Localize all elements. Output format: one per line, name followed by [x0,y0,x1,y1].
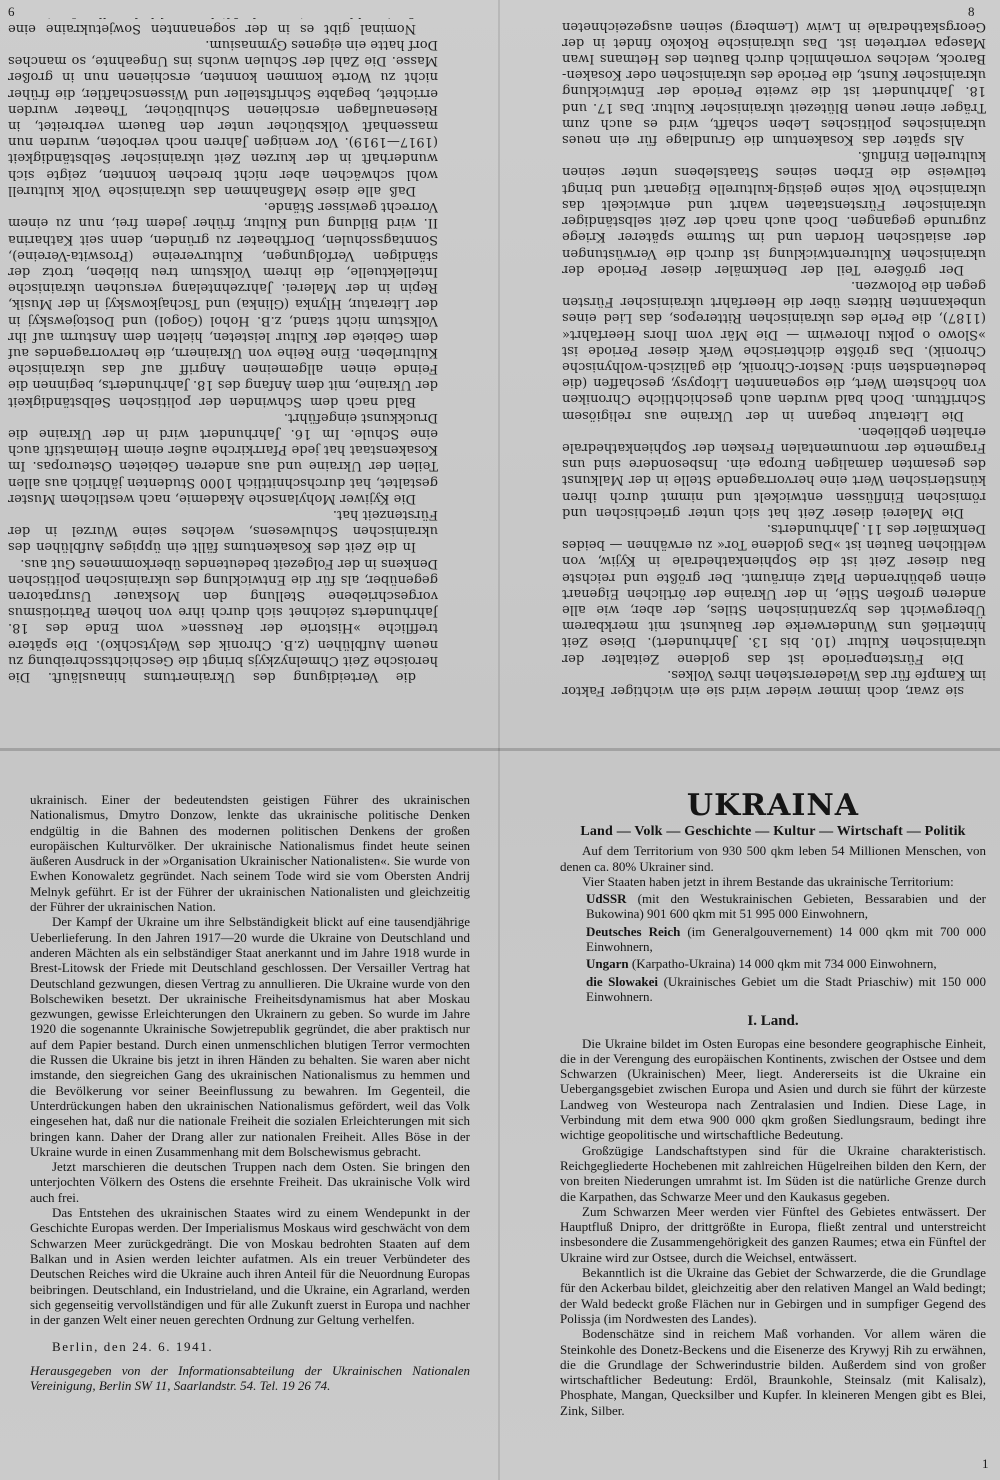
dateline: Berlin, den 24. 6. 1941. [52,1339,214,1355]
territory-entry [560,956,986,971]
territory-state: Deutsches Reich [586,923,681,939]
upside-down-column-right [562,18,986,698]
page-number-8: 8 [968,4,975,19]
body-paragraph: Großzügige Landschaftstypen sind für die Ukraine charakteristisch. Reichgegliederte Hochebenen mit zahlreichen Hügelreihen bilden den Kern, der von breiten Niederungen umrahmt ist. Im Süden ist die natürliche Grenze durch die Karpathen, das Schwarze Meer und den Kaukasus gegeben. [560,1142,986,1204]
masthead-subtitle: Land — Volk — Geschichte — Kultur — Wirtschaft — Politik [580,824,966,839]
territory-text: (im Generalgouvernement) 14 000 qkm mit 700 000 Einwohnern, [586,923,986,955]
territory-state: UdSSR [586,891,627,907]
body-paragraph: Die Ukraine bildet im Osten Europas eine besondere geographische Einheit, die in der Verengung des europäischen Kontinents, zwischen der Ostsee und dem Schwarzen (Ukrainischen) Meer, liegt. Andererseits ist die Ukraine ein Uebergangsgebiet zwischen Europa und Asien und durch sie führt der kürzeste Landweg von Westeuropa nach Zentralasien und Indien. Diese Lage, in Verbindung mit dem etwa 900 000 qkm großen Siedlungsraum, bedingt ihre wichtige geopolitische und wirtschaftliche Bedeutung. [560,1035,986,1143]
upside-down-paragraph: In die Zeit des Kosakentums fällt ein üppiges Aufblühen des ukrainischen Schulwesens, welches seine Wurzel in der Fürstenzeit hat. [8,506,438,555]
territory-text: (mit den Westukrainischen Gebieten, Bessarabien und der Bukowina) 901 600 qkm mit 51 995 000 Einwohnern, [586,891,986,922]
territory-text: (Karpatho-Ukraina) 14 000 qkm mit 734 000 Einwohnern, [631,956,937,972]
body-paragraph: Der Kampf der Ukraine um ihre Selbständigkeit blickt auf eine tausendjährige Ueberlieferung. In den Jahren 1917—20 wurde die Ukraine von Deutschland und anderen Mächten als ein selbständiger Staat anerkannt und im Jahre 1918 wurde in Brest-Litowsk der Friede mit Deutschland geschlossen. Der Versailler Vertrag hat Deutschland gezwungen, diesen Vertrag zu annullieren. Die Ukraine wurde von den Bolschewiken besetzt. Der ukrainische Freiheitsdynamismus hat aber Moskau gezwungen, gewisse Erleichterungen den Ukrainern zu geben. So wurde im Jahre 1920 die sogenannte Ukrainische Sowjetrepublik gegründet, die aber praktisch nur auf dem Papier bestand. Durch einen unmenschlichen blutigen Terror vermochten die Russen die Ukraine bis jetzt in ihren Händen zu behalten. Sie waren aber nicht imstande, den siegreichen Gang des ukrainischen Nationalismus zu hemmen und die Bevölkerung vor seiner Beeinflussung zu bewahren. Im Gegenteil, die Unterdrückungen haben den ukrainischen Nationalismus gefördert, weil das Volk eingesehen hat, daß nur die nationale Freiheit die sozialen Erleichterungen mit sich bringen kann. Daher der Drang aller zur nationalen Freiheit. Alles Böse in der Ukraine wurde in einen Zusammenhang mit dem Bolschewismus gebracht. [30,914,470,1159]
territory-entry [560,891,986,922]
states-intro: Vier Staaten haben jetzt in ihrem Bestande das ukrainische Territorium: [582,873,954,889]
body-paragraph: Zum Schwarzen Meer werden vier Fünftel des Gebietes entwässert. Der Hauptfluß Dnipro, der drittgrößte in Europa, fließt zentral und unterstreicht insbesondere die Zusammengehörigkeit des ganzen Raumes; etwa ein Fünftel der Ukraine wird zur Ostsee, durch die Weichsel, entwässert. [560,1203,986,1265]
upside-down-paragraph: Daß alle diese Maßnahmen das ukrainische Volk kulturell wohl schwächen aber nicht brechen konnten, zeigte sich wunderhaft in der kurzen Zeit ukrainischer Selbständigkeit (1917—1919). Vor wenigen Jahren noch verboten, wurden nun massenhaft Volksbücher unter den Bauern verbreitet, in Riesenauflagen erschienen Schulbücher, Theater wurden errichtet, begabte Schriftsteller und Wissenschaftler, die früher nicht zu Worte kommen konnten, erschienen nun in großer Masse. Die Zahl der Schulen wuchs ins Ungeahnte, so manches Dorf hatte ein eigenes Gymnasium. [8,37,438,198]
upside-down-column-left [8,18,438,684]
publisher-note: Herausgegeben von der Informationsabteilung der Ukrainischen Nationalen Vereinigung, Berlin SW 11, Saarlandstr. 54. Tel. 19 26 74. [30,1362,470,1393]
body-paragraph: Bekanntlich ist die Ukraine das Gebiet der Schwarzerde, die die Grundlage für den Ackerbau bildet, gleichzeitig aber den relativen Mangel an Wald bedingt; der Wald bedeckt große Flächen nur in Gebirgen und in sumpfiger Gegend des Polissja (im Nordwesten des Landes). [560,1265,986,1326]
left-text-column [30,792,470,1442]
intro-paragraph: Auf dem Territorium von 930 500 qkm leben 54 Millionen Menschen, von denen ca. 80% Ukrainer sind. [560,843,986,874]
upside-down-paragraph: Die Malerei dieser Zeit hat sich unter griechischen und römischen Einflüssen entwickelt und nimmt durch ihren künstlerischen Wert eine hervorragende Stelle in der Malkunst des gesamten damaligen Europa ein. Insbesondere sind uns Fragmente der monumentalen Fresken der Sophienkathedrale erhalten geblieben. [562,423,986,520]
upside-down-paragraph: Die Fürstenperiode ist das goldene Zeitalter der ukrainischen Kultur (10. bis 13. Jahrhundert). Diese Zeit hinterließ uns Wunderwerke der Baukunst mit merkbarem Übergewicht des byzantinischen Stiles, der aber, wie alle anderen großen Stile, in der Ukraine der örtlichen Eigenart einen gebührenden Platz einräumt. Der größte und reichste Bau dieser Zeit ist die Sophienkathedrale in Kyjiw, von weltlichen Bauten ist »Das goldene Tor« zu erwähnen — beides Denkmäler des 11. Jahrhunderts. [562,520,986,666]
page-number-1: 1 [982,1456,989,1471]
territory-entry [560,924,986,955]
masthead-title: UKRAINA [686,788,860,823]
right-text-column [560,788,986,1448]
horizontal-fold-line [0,748,1000,751]
upside-down-paragraph: Die Literatur begann in der Ukraine aus religiösem Schrifttum. Doch bald wurden auch geschichtliche Chroniken von höchstem Wert, die sogenannten Litopysy, geschaffen (die bedeutendsten sind: Nestor-Chronik, die galizisch-wolhynische Chronik). Das größte dichterische Werk dieser Periode ist »Slowo o polku Ihorewim — Die Mär vom Ihors Heerfahrt« (1187), die Perle des ukrainischen Ritterepos, das Lied eines unbekannten Ritters über die Heerfahrt ukrainischer Fürsten gegen die Polowzen. [562,277,986,423]
body-paragraph: Das Entstehen des ukrainischen Staates wird zu einem Wendepunkt in der Geschichte Europas werden. Der Imperialismus Moskaus wird geschwächt von dem Schwarzen Meer zurückgedrängt. Die von Moskau bedrohten Staaten auf dem Balkan und in Asien werden leichter aufatmen. Als ein treuer Verbündeter des Deutschen Reiches wird die Ukraine auch ihren Anteil für die Neuordnung Europas beibringen. Deutschland, ein Industrieland, und die Ukraine, ein Agrarland, werden sich gegenseitig vervollständigen und für alle Zukunft zuerst in Europa und nachher in der ganzen Welt einer neuen gerechten Ordnung zur Geltung verhelfen. [30,1205,470,1328]
upside-down-paragraph: Nominal gibt es in der sogenannten Sowjetukraine eine [8,20,416,36]
territory-entry [560,974,986,1005]
upside-down-paragraph: Die Kyjiwer Mohylansche Akademie, nach westlichem Muster gestaltet, hat durchschnittlich 1000 Studenten jährlich aus allen Teilen der Ukraine und aus anderen Gebieten Osteuropas. Im Kosakenstaat hat jede Pfarrkirche außer einem Heimatstift auch eine Schule. Im 16. Jahrhundert wird in der Ukraine die Druckkunst eingeführt. [8,409,438,506]
territory-text: (Ukrainisches Gebiet um die Stadt Priaschiw) mit 150 000 Einwohnern. [586,973,986,1004]
body-paragraph: Jetzt marschieren die deutschen Truppen nach dem Osten. Sie bringen den unterjochten Völkern des Ostens die ersehnte Freiheit. Das ukrainische Volk wird auch frei. [30,1159,470,1205]
upside-down-paragraph: Als später das Kosakentum die Grundlage für ein neues ukrainisches politisches Leben schafft, wird es auch zum Träger einer neuen Blütezeit ukrainischer Kultur. Das 17. und 18. Jahrhundert ist die zweite Periode der Entwicklung ukrainischer Kunst, die Periode des ukrainischen oder Kosaken-Barock, welches vornehmlich durch Bauten des Hetmans Iwan Masepa vertreten ist. Das ukrainische Rokoko findet in der Georgskathedrale in Lwiw (Lemberg) seinen ausgezeichneten [562,18,986,148]
upside-down-paragraph: die Verteidigung des Ukrainertums hinausläuft. Die heroische Zeit Chmelnyzkyjs bringt die Geschichtsschreibung zu neuem Aufblühen (z.B. Chronik des Welytschko). Die spätere treffliche »Historie der Reussen« vom Ende des 18. Jahrhunderts zeichnet sich durch ihre von hohem Patriotismus vorgeschriebene Stellung den Moskauer Usurpatoren gegenüber, als für die Entwicklung des ukrainischen politischen Denkens in der Folgezeit bedeutendes überkommenes Gut aus. [8,555,438,684]
upside-down-paragraph: Bald nach dem Schwinden der politischen Selbständigkeit der Ukraine, mit dem Anfang des 18. Jahrhunderts, beginnen die Feinde einen allgemeinen Angriff auf das ukrainische Kulturleben. Eine Reihe von Ukrainern, die hervorragendes auf dem Gebiete der Kultur leisteten, hielten dem Ansturm auf ihr Volkstum nicht stand, z.B. Hohol (Gogol) und Dostojewskyj in der Literatur, Hlynka (Glinka) und Tschajkowskyj in der Musik, Repin in der Malerei. Jahrzehntelang versuchen ukrainische Intellektuelle, die ihrem Volkstum treu blieben, trotz der ständigen Verfolgungen, Kulturvereine (Proswita-Vereine), Sonntagsschulen, Dorftheater zu gründen, denn seit Katharina II. wird Bildung und Kultur, früher jedem frei, nun zu einem Vorrecht gewisser Stände. [8,199,438,409]
body-paragraph: Bodenschätze sind in reichem Maß vorhanden. Vor allem wären die Steinkohle des Donetz-Beckens und die Eisenerze des Krywyj Rih zu erwähnen, die die Grundlage der Schwerindustrie bilden. Außerdem sind von großer wirtschaftlicher Bedeutung: Erdöl, Braunkohle, Steinsalz (mit Kalisalz), Phosphate, Mangan, Quecksilber und Kupfer. In kleineren Mengen gibt es Blei, Zink, Silber. [560,1326,986,1418]
territory-state: Ungarn [586,956,629,972]
page-number-6: 6 [8,4,15,19]
section-heading: I. Land. [747,1013,799,1030]
upside-down-paragraph: Der größere Teil der Denkmäler dieser Periode der ukrainischen Kulturentwicklung ist durch die Verwüstungen der asiatischen Horden und im Sturme späterer Kriege zugrunde gegangen. Doch auch nach der Zeit selbständiger ukrainischer Fürstenstaaten wahrt und entwickelt das ukrainische Volk seine geistig-kulturelle Eigenart und bringt teilweise die Erben seines Staatslebens unter seinen kulturellen Einfluß. [562,148,986,277]
upside-down-paragraph: sie zwar, doch immer wieder wird sie ein wichtiger Faktor im Kampfe für das Wiedererstehen ihres Volkes. [562,666,986,698]
body-paragraph: ukrainisch. Einer der bedeutendsten geistigen Führer des ukrainischen Nationalismus, Dmytro Donzow, lenkte das ukrainische politische Denken endgültig in die Bahnen des modernen politischen Denkens der großen europäischen Kulturvölker. Der ukrainische Nationalismus findet heute seinen äußeren Ausdruck in der »Organisation Ukrainischer Nationalisten«. Sie wurde von Ewhen Konowaletz gegründet. Nach seinem Tode wird sie vom Obersten Andrij Melnyk geführt. Er ist der Führer der ukrainischen Nationalisten und gleichzeitig der Führer der ukrainischen Nation. [30,792,470,915]
territory-state: die Slowakei [586,973,659,989]
